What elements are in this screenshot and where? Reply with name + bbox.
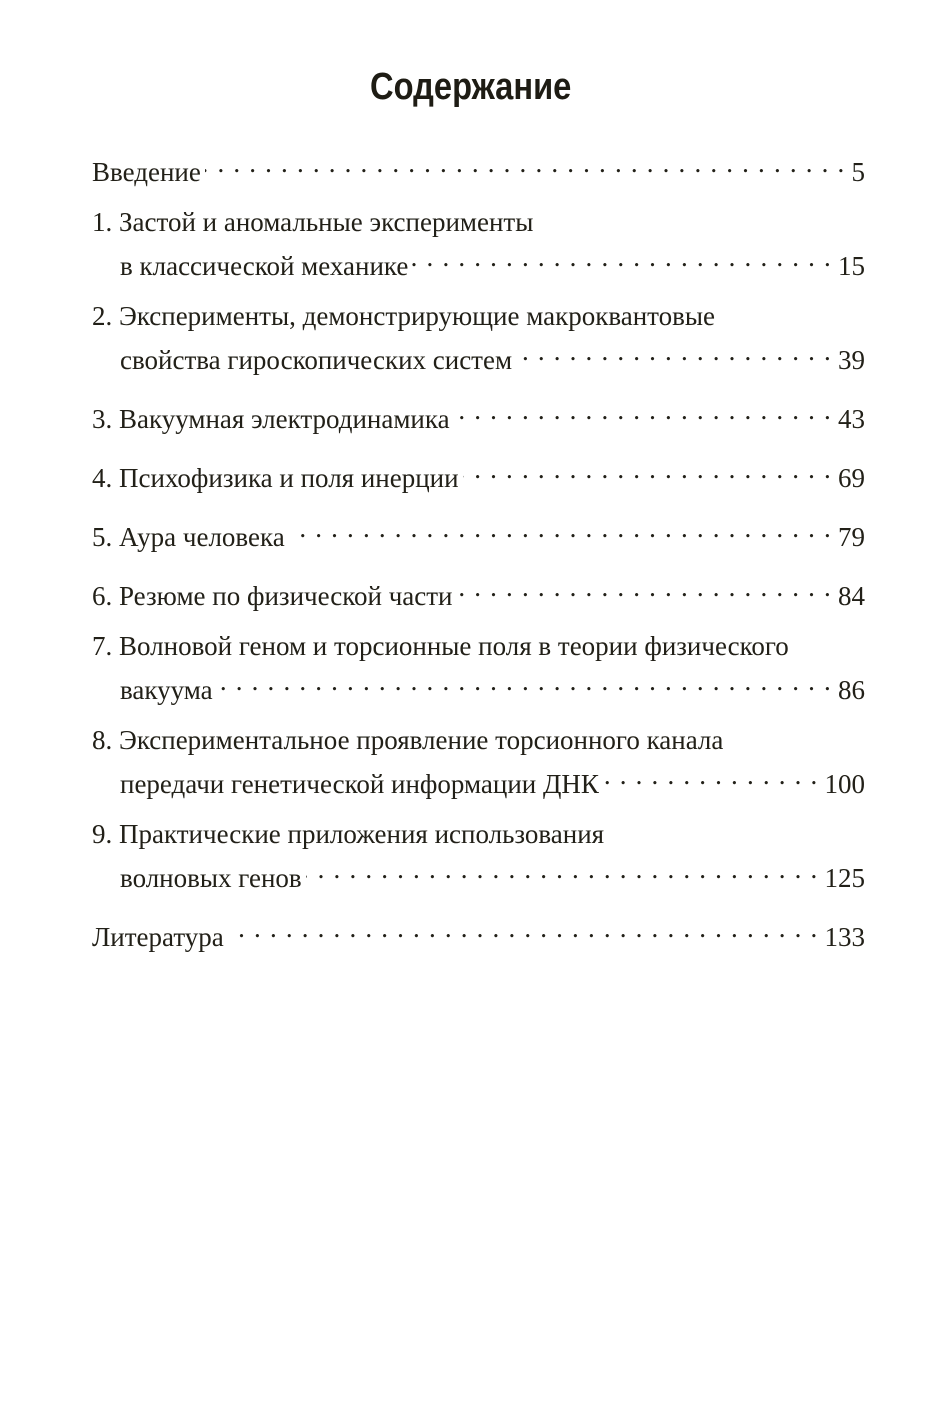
dot-leader: [412, 240, 832, 275]
toc-entry-title-line: 8. Экспериментальное проявление торсионного канала: [92, 725, 724, 755]
toc-entry-introduction: [92, 146, 865, 190]
toc-entry-title: Введение: [92, 157, 201, 187]
dot-leader: [603, 758, 819, 793]
toc-page-number: 15: [838, 251, 865, 281]
toc-entry-literature: [92, 911, 865, 955]
toc-entry-title: Литература: [92, 922, 224, 952]
toc-entry-chapter-4: [92, 452, 865, 496]
toc-entry-title: волновых генов: [120, 863, 302, 893]
toc-entry-title-line: 7. Волновой геном и торсионные поля в теории физического: [92, 631, 789, 661]
toc-entry-title: вакуума: [120, 675, 213, 705]
toc-page-number: 133: [824, 922, 865, 952]
toc-entry-chapter-1: [92, 205, 865, 284]
toc-page-number: 86: [838, 675, 865, 705]
dot-leader: [289, 511, 832, 546]
toc-page-number: 100: [824, 769, 865, 799]
toc-entry-title: свойства гироскопических систем: [120, 345, 513, 375]
toc-page-number: 39: [838, 345, 865, 375]
toc-entry-title: 6. Резюме по физической части: [92, 581, 453, 611]
dot-leader: [306, 852, 819, 887]
dot-leader: [217, 664, 832, 699]
dot-leader: [454, 393, 832, 428]
toc-entry-chapter-7: [92, 629, 865, 708]
toc-page-number: 125: [824, 863, 865, 893]
toc-entry-title-line: 1. Застой и аномальные эксперименты: [92, 207, 534, 237]
toc-entry-chapter-5: [92, 511, 865, 555]
page-title: Содержание: [370, 66, 572, 108]
toc-page-number: 79: [838, 522, 865, 552]
dot-leader: [457, 570, 833, 605]
toc-entry-title-line: 9. Практические приложения использования: [92, 819, 605, 849]
toc-entry-title: передачи генетической информации ДНК: [120, 769, 599, 799]
toc-page-number: 69: [838, 463, 865, 493]
toc-page-number: 5: [851, 157, 865, 187]
toc-entry-title: 3. Вакуумная электродинамика: [92, 404, 450, 434]
toc-entry-title: в классической механике: [120, 251, 409, 281]
dot-leader: [228, 911, 819, 946]
toc-entry-chapter-8: [92, 723, 865, 802]
dot-leader: [516, 334, 832, 369]
toc-entry-title: 4. Психофизика и поля инерции: [92, 463, 459, 493]
toc-entry-title-line: 2. Эксперименты, демонстрирующие макроквантовые: [92, 301, 715, 331]
toc-page-number: 84: [838, 581, 865, 611]
toc-entry-chapter-3: [92, 393, 865, 437]
toc-entry-chapter-2: [92, 299, 865, 378]
toc-entry-chapter-6: [92, 570, 865, 614]
toc-page-number: 43: [838, 404, 865, 434]
toc-entry-title: 5. Аура человека: [92, 522, 285, 552]
dot-leader: [463, 452, 832, 487]
table-of-contents: [92, 146, 865, 970]
dot-leader: [205, 146, 846, 181]
toc-entry-chapter-9: [92, 817, 865, 896]
